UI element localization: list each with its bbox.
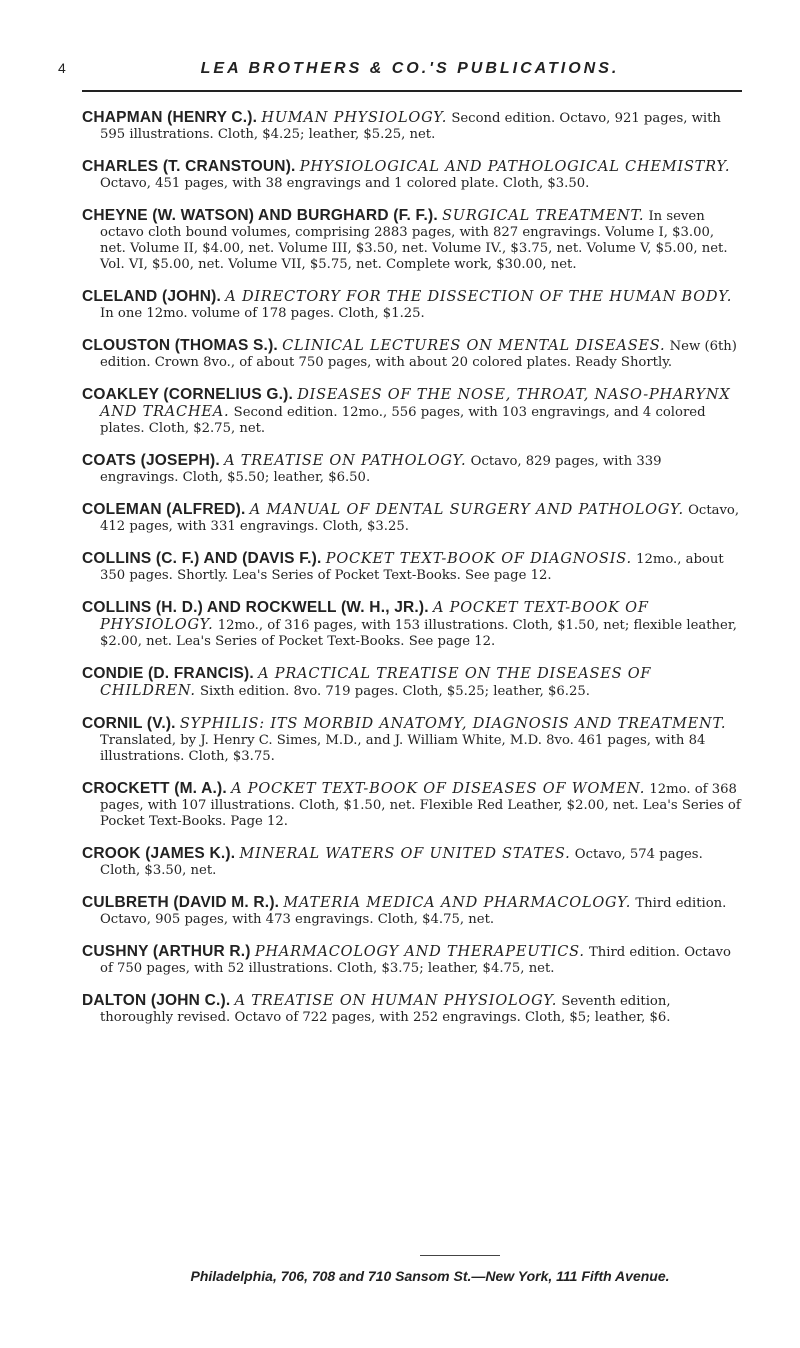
- entry-author: CHAPMAN (HENRY C.).: [82, 109, 258, 126]
- entry-author: COLLINS (H. D.) AND ROCKWELL (W. H., JR.).: [82, 599, 429, 616]
- publisher-address: Philadelphia, 706, 708 and 710 Sansom St.—New York, 111 Fifth Avenue.: [190, 1268, 670, 1284]
- entry-title: A MANUAL OF DENTAL SURGERY AND PATHOLOGY.: [249, 502, 684, 518]
- entry-author: COATS (JOSEPH).: [82, 452, 220, 469]
- catalog-entry: [82, 338, 742, 371]
- entry-details: Seventh edition, thoroughly revised. Octavo of 722 pages, with 252 engravings. Cloth, $5; leather, $6.: [100, 994, 671, 1025]
- entry-title: A DIRECTORY FOR THE DISSECTION OF THE HUMAN BODY.: [225, 289, 733, 305]
- catalog-entry: [82, 159, 742, 192]
- catalog-entry: [82, 551, 742, 584]
- entry-details: Third edition. Octavo of 750 pages, with 52 illustrations. Cloth, $3.75; leather, $4.75, net.: [100, 945, 731, 976]
- entry-details: 12mo., of 316 pages, with 153 illustrations. Cloth, $1.50, net; flexible leather, $2.00, net. Lea's Series of Pocket Text-Books. See page 12.: [100, 618, 737, 649]
- entry-title: A TREATISE ON HUMAN PHYSIOLOGY.: [234, 993, 558, 1009]
- entry-list: [82, 110, 742, 1026]
- entry-title: SYPHILIS: ITS MORBID ANATOMY, DIAGNOSIS AND TREATMENT.: [179, 716, 727, 732]
- entry-author: CLOUSTON (THOMAS S.).: [82, 337, 278, 354]
- catalog-entry: [82, 208, 742, 273]
- entry-author: CUSHNY (ARTHUR R.): [82, 943, 251, 960]
- entry-author: CHEYNE (W. WATSON) AND BURGHARD (F. F.).: [82, 207, 438, 224]
- entry-details: Octavo, 451 pages, with 38 engravings and 1 colored plate. Cloth, $3.50.: [100, 176, 590, 191]
- entry-author: CHARLES (T. CRANSTOUN).: [82, 158, 296, 175]
- catalog-entry: [82, 453, 742, 486]
- catalog-entry: [82, 666, 742, 700]
- catalog-entry: [82, 781, 742, 830]
- entry-author: DALTON (JOHN C.).: [82, 992, 231, 1009]
- catalog-entry: [82, 993, 742, 1026]
- entry-title: MINERAL WATERS OF UNITED STATES.: [239, 846, 571, 862]
- entry-details: Second edition. Octavo, 921 pages, with 595 illustrations. Cloth, $4.25; leather, $5.25, net.: [100, 111, 721, 142]
- entry-author: CROCKETT (M. A.).: [82, 780, 227, 797]
- catalog-entry: [82, 716, 742, 765]
- entry-title: SURGICAL TREATMENT.: [442, 208, 645, 224]
- entry-title: A POCKET TEXT-BOOK OF DISEASES OF WOMEN.: [231, 781, 646, 797]
- catalog-entry: [82, 387, 742, 437]
- catalog-entry: [82, 895, 742, 928]
- entry-details: Octavo, 412 pages, with 331 engravings. Cloth, $3.25.: [100, 503, 740, 534]
- entry-title: PHYSIOLOGICAL AND PATHOLOGICAL CHEMISTRY.: [299, 159, 731, 175]
- catalog-entry: [82, 502, 742, 535]
- entry-details: Third edition. Octavo, 905 pages, with 473 engravings. Cloth, $4.75, net.: [100, 896, 727, 927]
- entry-author: CULBRETH (DAVID M. R.).: [82, 894, 280, 911]
- entry-author: CLELAND (JOHN).: [82, 288, 222, 305]
- catalog-entry: [82, 110, 742, 143]
- entry-details: New (6th) edition. Crown 8vo., of about 750 pages, with about 20 colored plates. Ready Shortly.: [100, 339, 737, 370]
- entry-title: A PRACTICAL TREATISE ON THE DISEASES OF CHILDREN.: [100, 666, 652, 699]
- entry-details: Translated, by J. Henry C. Simes, M.D., and J. William White, M.D. 8vo. 461 pages, with 84 illustrations. Cloth, $3.75.: [100, 733, 706, 764]
- catalog-entry: [82, 600, 742, 650]
- entry-title: A TREATISE ON PATHOLOGY.: [224, 453, 467, 469]
- entry-author: COLEMAN (ALFRED).: [82, 501, 246, 518]
- entry-details: 12mo. of 368 pages, with 107 illustrations. Cloth, $1.50, net. Flexible Red Leather, $2.00, net. Lea's Series of Pocket Text-Books. Page 12.: [100, 782, 741, 829]
- catalog-entry: [82, 846, 742, 879]
- catalog-entry: [82, 944, 742, 977]
- entry-author: CONDIE (D. FRANCIS).: [82, 665, 254, 682]
- entry-title: MATERIA MEDICA AND PHARMACOLOGY.: [283, 895, 632, 911]
- entry-title: PHARMACOLOGY AND THERAPEUTICS.: [254, 944, 585, 960]
- entry-author: CORNIL (V.).: [82, 715, 176, 732]
- entry-details: Sixth edition. 8vo. 719 pages. Cloth, $5.25; leather, $6.25.: [200, 684, 590, 699]
- entry-author: COAKLEY (CORNELIUS G.).: [82, 386, 293, 403]
- page-header: [58, 60, 742, 92]
- entry-title: POCKET TEXT-BOOK OF DIAGNOSIS.: [325, 551, 632, 567]
- entry-details: Octavo, 829 pages, with 339 engravings. Cloth, $5.50; leather, $6.50.: [100, 454, 662, 485]
- entry-details: Octavo, 574 pages. Cloth, $3.50, net.: [100, 847, 703, 878]
- running-title: LEA BROTHERS & CO.'S PUBLICATIONS.: [200, 60, 620, 77]
- footer-rule: [420, 1255, 500, 1256]
- entry-details: Second edition. 12mo., 556 pages, with 103 engravings, and 4 colored plates. Cloth, $2.75, net.: [100, 405, 706, 436]
- entry-title: HUMAN PHYSIOLOGY.: [261, 110, 448, 126]
- entry-details: In one 12mo. volume of 178 pages. Cloth, $1.25.: [100, 306, 425, 321]
- entry-title: CLINICAL LECTURES ON MENTAL DISEASES.: [282, 338, 666, 354]
- catalog-entry: [82, 289, 742, 322]
- entry-details: 12mo., about 350 pages. Shortly. Lea's Series of Pocket Text-Books. See page 12.: [100, 552, 724, 583]
- entry-author: CROOK (JAMES K.).: [82, 845, 236, 862]
- catalog-page: [58, 60, 742, 1042]
- entry-author: COLLINS (C. F.) AND (DAVIS F.).: [82, 550, 322, 567]
- entry-details: In seven octavo cloth bound volumes, comprising 2883 pages, with 827 engravings. Volume I, $3.00, net. Volume II, $4.00, net. Volume III, $3.50, net. Volume IV., $3.75, net. Volume V, $5.00, net. Vol. VI, $5.00, net. Volume VII, $5.75, net. Complete work, $30.00, net.: [100, 209, 728, 272]
- entry-title: A POCKET TEXT-BOOK OF PHYSIOLOGY.: [100, 600, 649, 633]
- page-number: 4: [58, 60, 66, 76]
- entry-title: DISEASES OF THE NOSE, THROAT, NASO-PHARYNX AND TRACHEA.: [100, 387, 731, 420]
